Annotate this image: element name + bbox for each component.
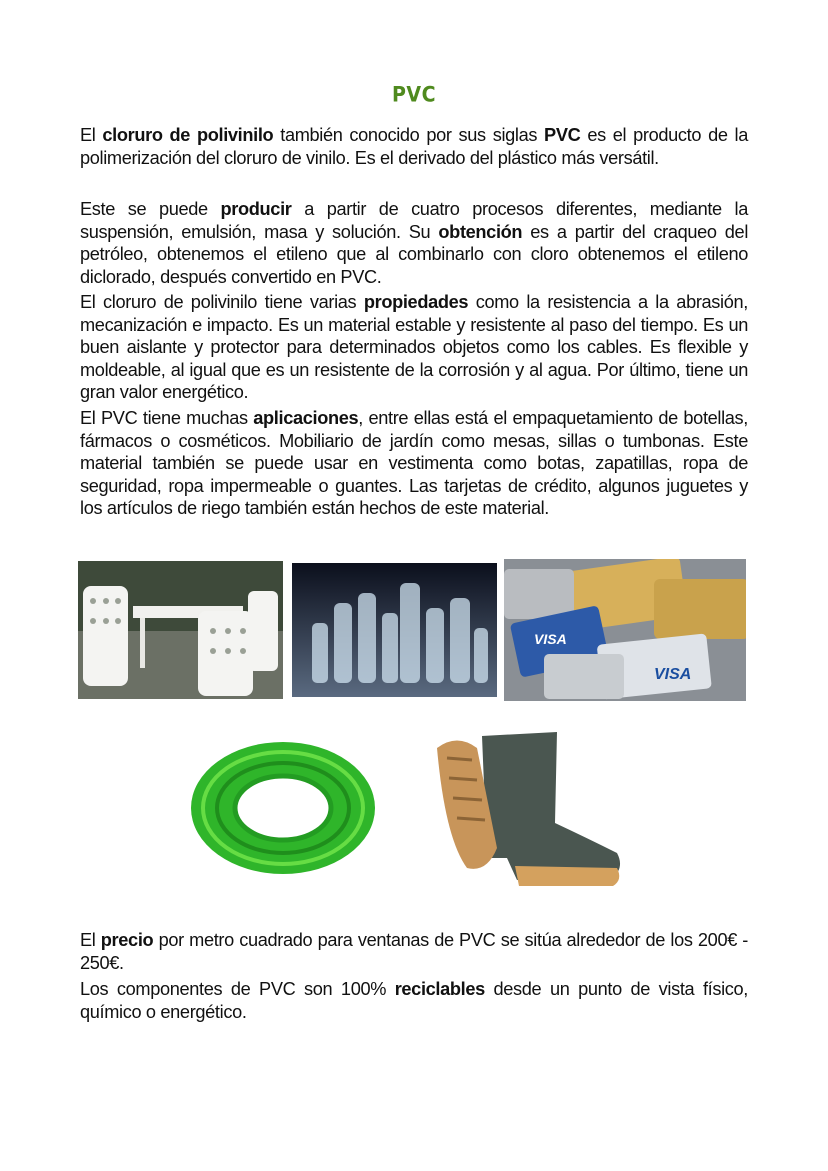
- bold-term: propiedades: [363, 292, 469, 312]
- bold-term: PVC: [544, 125, 581, 145]
- bold-term: producir: [220, 199, 292, 219]
- bold-term: obtención: [438, 221, 523, 242]
- text: El PVC tiene muchas: [80, 408, 254, 428]
- bold-term: precio: [100, 930, 154, 950]
- text: , entre ellas está el empaquetamiento de botellas, fármacos o cosméticos. Mobiliario de jardín como mesas, sillas o tumbonas. Este material también se puede usar en vestimenta como botas, zapatillas, ropa de seguridad, ropa impermeable o guantes. Las tarjetas de crédito, algunos juguetes y los artículos de riego también están hechos de este material.: [80, 408, 749, 519]
- page-title: PVC: [391, 82, 437, 108]
- garden-furniture-image: [78, 561, 283, 699]
- plastic-bottles-image: [292, 563, 497, 697]
- bold-term: reciclables: [394, 979, 485, 999]
- text: Este se puede: [80, 199, 221, 219]
- paragraph-properties: [80, 291, 748, 404]
- text: es a partir del craqueo del petróleo, obtenemos el etileno que al combinarlo con cloro obtenemos el etileno diclorado, después convertido en PVC.: [80, 221, 749, 287]
- text: es el producto de la polimerización del cloruro de vinilo. Es el derivado del plástico más versátil.: [80, 125, 748, 168]
- visa-logo-text: VISA: [654, 666, 692, 683]
- paragraph-production: [80, 198, 748, 288]
- text: también conocido por sus siglas: [273, 125, 545, 145]
- rubber-boot-image: [427, 728, 626, 890]
- text: El: [80, 125, 103, 145]
- paragraph-applications: [80, 407, 748, 520]
- credit-cards-image: [504, 559, 746, 701]
- paragraph-recycling: [80, 978, 748, 1023]
- text: como la resistencia a la abrasión, mecanización e impacto. Es un material estable y resistente al paso del tiempo. Es un buen aislante y protector para determinados objetos como los cables. Es flexible y moldeable, al igual que es un resistente de la corrosión y al agua. Por último, tiene un gran valor energético.: [80, 292, 748, 403]
- green-hose-image: [188, 738, 378, 878]
- text: Los componentes de PVC son 100%: [80, 979, 395, 999]
- bold-term: cloruro de polivinilo: [102, 125, 274, 145]
- text: El cloruro de polivinilo tiene varias: [80, 292, 364, 312]
- paragraph-price: [80, 929, 748, 974]
- text: El: [80, 930, 101, 950]
- bold-term: aplicaciones: [253, 408, 359, 428]
- text: por metro cuadrado para ventanas de PVC se sitúa alrededor de los 200€ - 250€.: [80, 930, 748, 973]
- paragraph-intro: [80, 124, 748, 169]
- visa-logo-text: VISA: [534, 631, 567, 647]
- text: a partir de cuatro procesos diferentes, mediante la suspensión, emulsión, masa y solución. Su: [80, 199, 748, 242]
- text: desde un punto de vista físico, químico o energético.: [80, 979, 748, 1022]
